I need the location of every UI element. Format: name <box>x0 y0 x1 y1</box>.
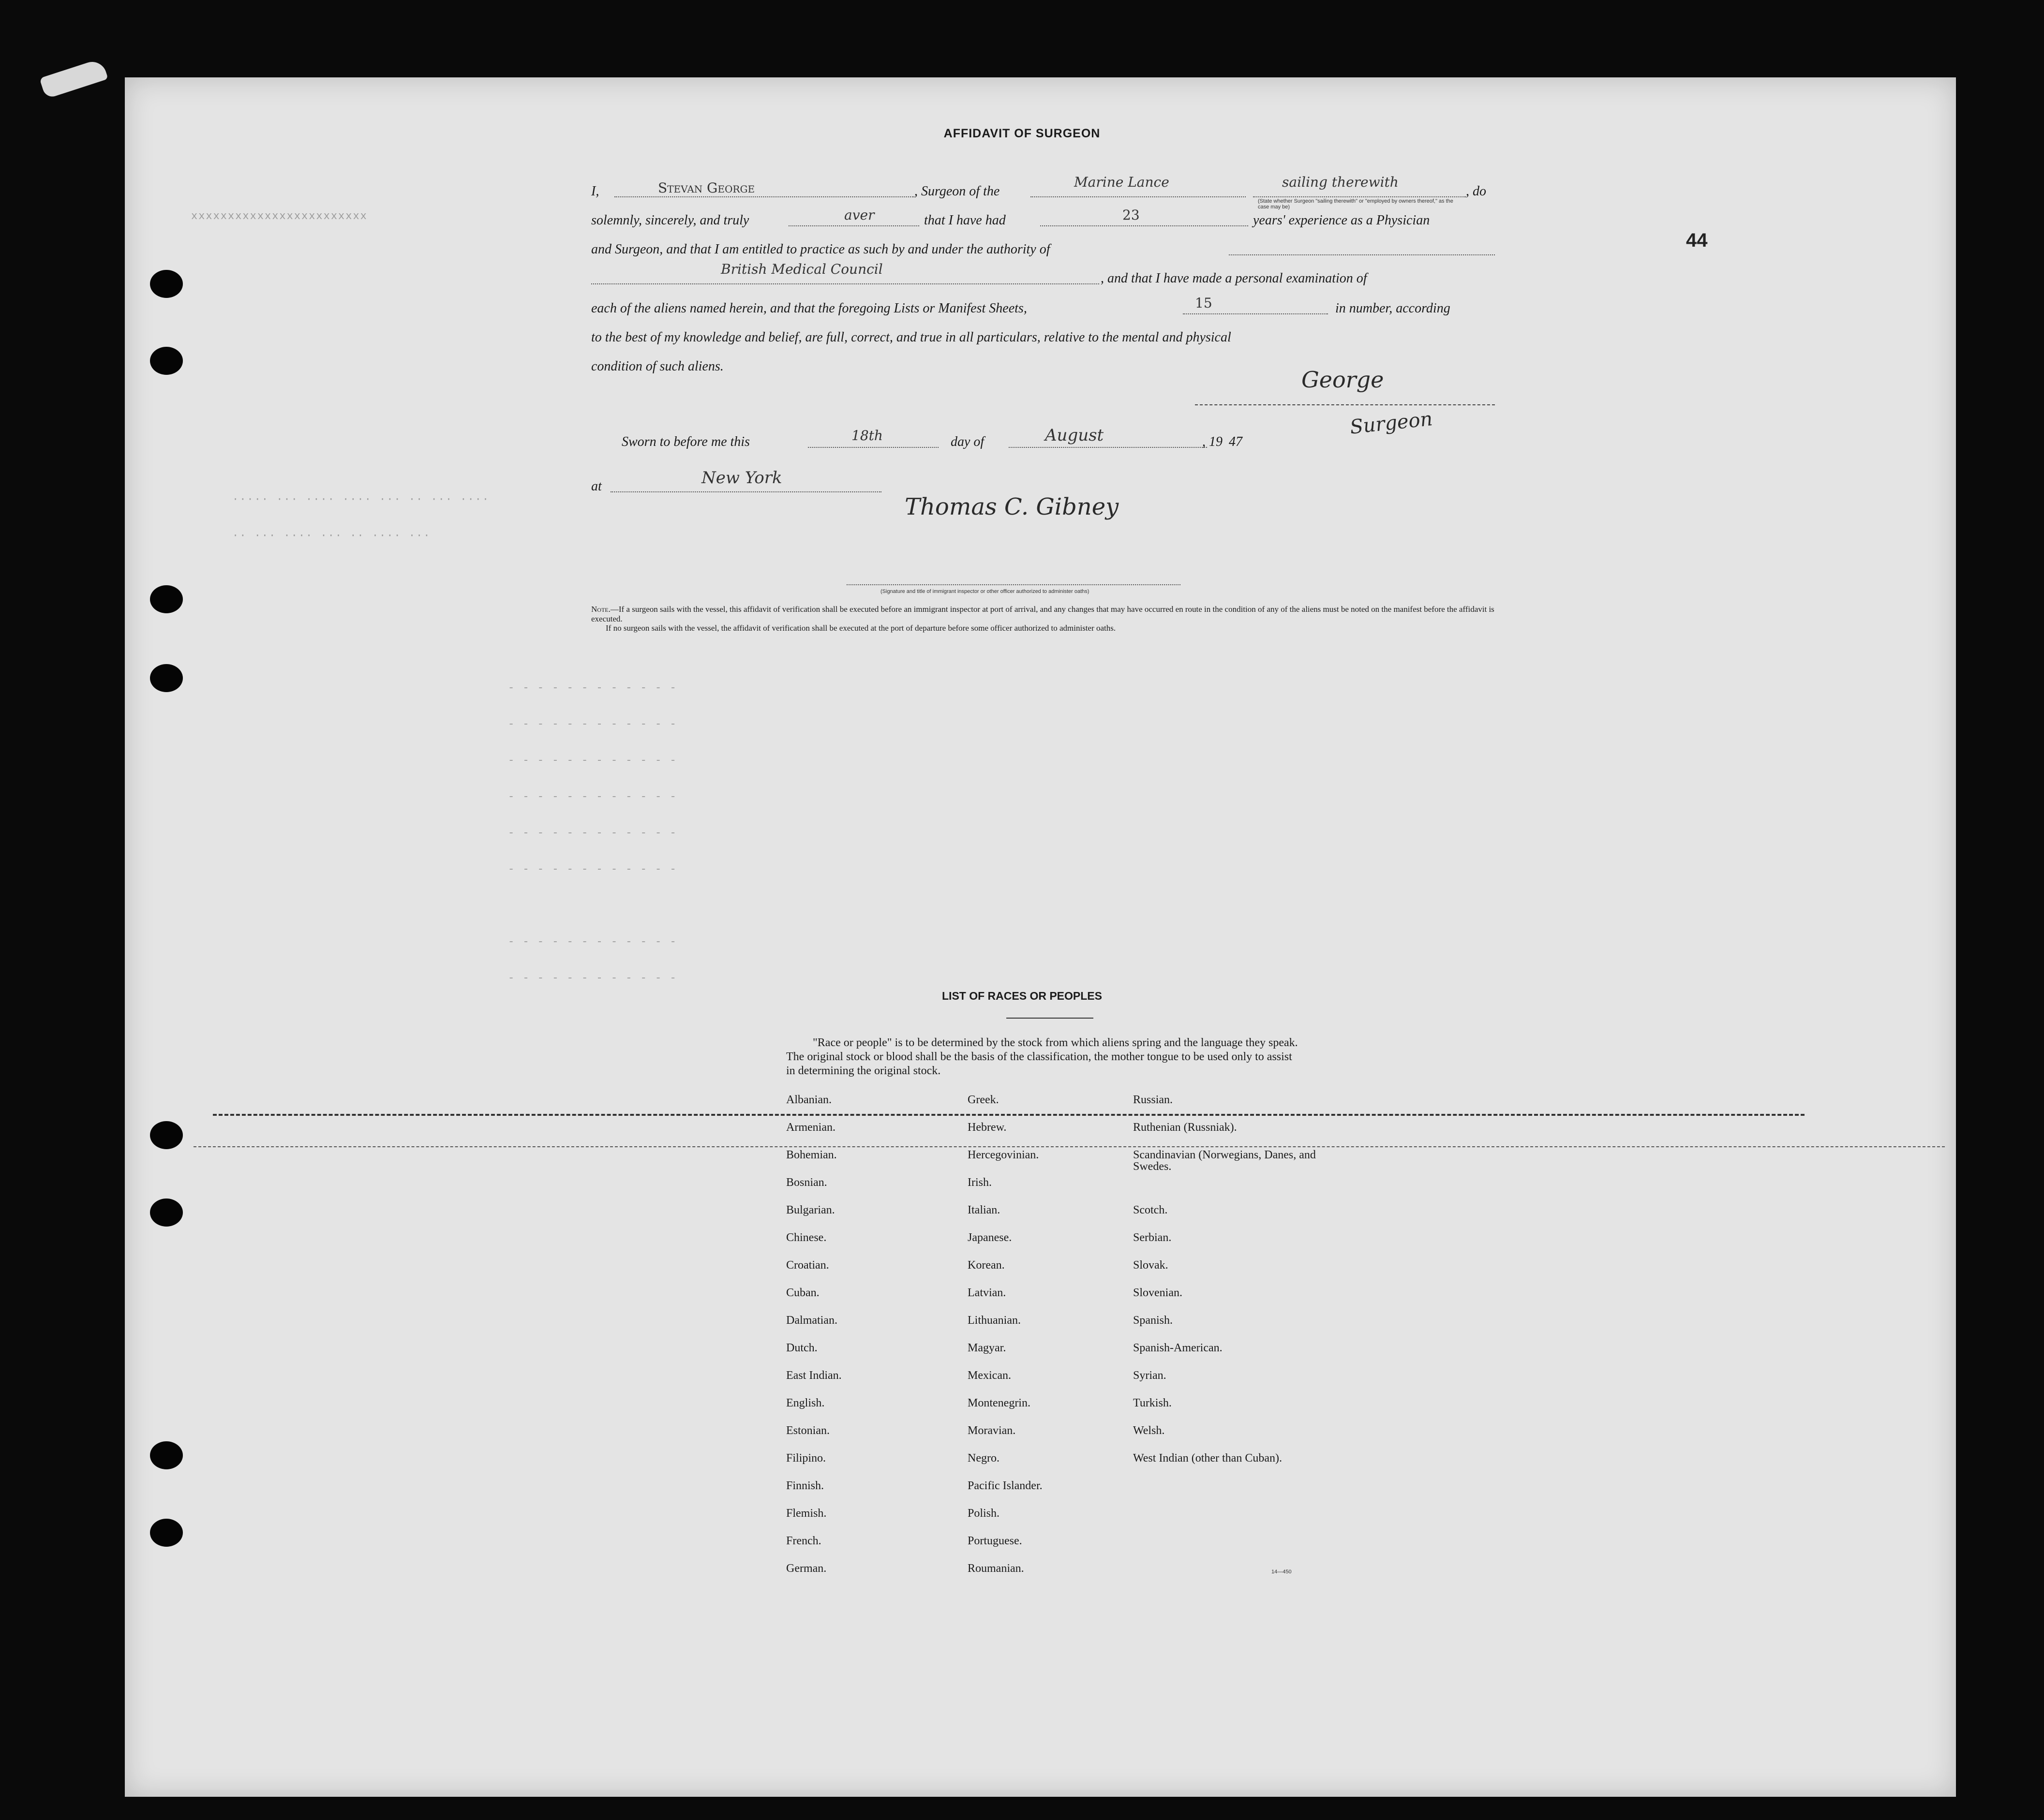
race-item: Filipino. <box>786 1452 826 1465</box>
note-label: Note. <box>591 605 611 614</box>
race-item: Montenegrin. <box>968 1397 1030 1409</box>
affidavit-line1-prefix: I, <box>591 184 599 199</box>
affidavit-line5-prefix: each of the aliens named herein, and that the foregoing Lists or Manifest Sheets, <box>591 301 1027 316</box>
race-item: Moravian. <box>968 1424 1016 1437</box>
affidavit-note <box>591 605 1496 633</box>
race-item: Croatian. <box>786 1259 829 1272</box>
sheet-count: 15 <box>1195 295 1212 311</box>
race-item: Dutch. <box>786 1342 818 1354</box>
bleed-through-text: - - - - - - - - - - - - <box>508 718 677 730</box>
bleed-through-text: xxxxxxxxxxxxxxxxxxxxxxxx <box>191 210 368 222</box>
race-item: Hercegovinian. <box>968 1149 1039 1161</box>
bleed-through-text: - - - - - - - - - - - - <box>508 682 677 694</box>
race-item: Polish. <box>968 1507 1000 1520</box>
surgeon-signature-first: George <box>1301 367 1384 393</box>
surgeon-name: Stevan George <box>658 180 755 196</box>
punch-hole <box>150 1121 183 1149</box>
punch-hole <box>150 1199 183 1227</box>
affidavit-line5-end: in number, according <box>1335 301 1450 316</box>
race-item: Chinese. <box>786 1231 827 1244</box>
years-field <box>1040 211 1248 226</box>
punch-hole <box>150 347 183 375</box>
note-text-2: If no surgeon sails with the vessel, the affidavit of verification shall be executed at the port of departure before some officer authorized to administer oaths. <box>606 623 1116 633</box>
race-item: Cuban. <box>786 1287 820 1299</box>
race-item: Spanish-American. <box>1133 1342 1223 1354</box>
affidavit-line7: condition of such aliens. <box>591 359 724 374</box>
race-item: English. <box>786 1397 825 1409</box>
races-column-1 <box>786 1094 842 1590</box>
race-item: Negro. <box>968 1452 1000 1465</box>
affidavit-line2-prefix: solemnly, sincerely, and truly <box>591 213 749 228</box>
sworn-prefix: Sworn to before me this <box>622 434 750 449</box>
affidavit-line2-end: years' experience as a Physician <box>1253 213 1430 228</box>
divider-line <box>194 1146 1945 1147</box>
race-item: Flemish. <box>786 1507 827 1520</box>
race-item: Scotch. <box>1133 1204 1168 1216</box>
race-item: Slovenian. <box>1133 1287 1182 1299</box>
authority-field-a <box>1229 240 1495 255</box>
bleed-through-text: - - - - - - - - - - - - <box>508 755 677 767</box>
race-item: Dalmatian. <box>786 1314 837 1327</box>
race-item: Syrian. <box>1133 1369 1166 1382</box>
place: New York <box>701 468 782 488</box>
affidavit-line3: and Surgeon, and that I am entitled to practice as such by and under the authority of <box>591 242 1050 257</box>
races-title: LIST OF RACES OR PEOPLES <box>942 990 1102 1002</box>
officer-signature: Thomas C. Gibney <box>905 493 1119 520</box>
races-title-rule <box>1006 1018 1093 1019</box>
note-text: —If a surgeon sails with the vessel, this affidavit of verification shall be executed before an immigrant inspector at port of arrival, and any changes that may have occurred en route in the condition of any of the aliens must be noted on the manifest before the affidavit is executed. <box>591 605 1494 623</box>
race-item: Japanese. <box>968 1231 1012 1244</box>
torn-paper-scrap <box>39 58 108 99</box>
affidavit-line6: to the best of my knowledge and belief, are full, correct, and true in all particulars, relative to the mental and physical <box>591 330 1231 345</box>
sworn-year: 47 <box>1229 434 1242 449</box>
officer-signature-line <box>847 570 1180 585</box>
race-item: German. <box>786 1562 827 1575</box>
race-item: Mexican. <box>968 1369 1011 1382</box>
bleed-through-text: ····· ··· ···· ···· ··· ·· ··· ···· <box>232 493 490 505</box>
race-item <box>1133 1149 1317 1204</box>
race-item: Bohemian. <box>786 1149 837 1161</box>
races-intro: "Race or people" is to be determined by the stock from which aliens spring and the language they speak. The original stock or blood shall be the basis of the classification, the mother tongue to be used only to assist in determining the original stock. <box>786 1036 1298 1077</box>
authority-name: British Medical Council <box>721 261 883 277</box>
ship-name: Marine Lance <box>1074 174 1169 190</box>
race-item: Turkish. <box>1133 1397 1172 1409</box>
surgeon-status: sailing therewith <box>1282 174 1399 190</box>
punch-hole <box>150 270 183 298</box>
affidavit-line1-end: , do <box>1466 184 1486 199</box>
affidavit-line2-mid: that I have had <box>924 213 1006 228</box>
affidavit-line1-mid: , Surgeon of the <box>914 184 1000 199</box>
race-item: West Indian (other than Cuban). <box>1133 1452 1282 1465</box>
affidavit-title: AFFIDAVIT OF SURGEON <box>943 127 1101 140</box>
race-item: Welsh. <box>1133 1424 1165 1437</box>
sworn-day: 18th <box>851 428 883 444</box>
race-item: Korean. <box>968 1259 1005 1272</box>
punch-hole <box>150 585 183 613</box>
race-item: Albanian. <box>786 1094 832 1106</box>
race-item: Portuguese. <box>968 1535 1022 1547</box>
race-item: Finnish. <box>786 1480 824 1492</box>
race-item: Spanish. <box>1133 1314 1173 1327</box>
races-column-3 <box>1133 1094 1317 1464</box>
sworn-month-field <box>1009 432 1207 448</box>
bleed-through-text: - - - - - - - - - - - - <box>508 791 677 803</box>
sworn-year-prefix: , 19 <box>1202 434 1223 449</box>
race-item: Bulgarian. <box>786 1204 835 1216</box>
race-item-text: Scandinavian (Norwegians, Danes, and Swedes. <box>1133 1149 1316 1173</box>
race-item: Greek. <box>968 1094 999 1106</box>
bleed-through-text: ·· ··· ···· ··· ·· ···· ··· <box>232 530 431 542</box>
punch-hole <box>150 1441 183 1469</box>
race-item: Lithuanian. <box>968 1314 1021 1327</box>
race-item: Roumanian. <box>968 1562 1024 1575</box>
punch-hole <box>150 1519 183 1547</box>
punch-hole <box>150 664 183 692</box>
bleed-through-text: - - - - - - - - - - - - <box>508 863 677 875</box>
race-item: Armenian. <box>786 1121 836 1134</box>
race-item: French. <box>786 1535 821 1547</box>
race-item: Serbian. <box>1133 1231 1172 1244</box>
bleed-through-text: - - - - - - - - - - - - <box>508 936 677 948</box>
years: 23 <box>1122 207 1140 223</box>
races-column-2 <box>968 1094 1043 1590</box>
race-item: Pacific Islander. <box>968 1480 1043 1492</box>
race-item: Bosnian. <box>786 1176 827 1189</box>
race-item: Ruthenian (Russniak). <box>1133 1121 1237 1134</box>
race-item: Magyar. <box>968 1342 1006 1354</box>
at-prefix: at <box>591 479 602 494</box>
affidavit-line4-end: , and that I have made a personal examination of <box>1101 271 1367 286</box>
status-note: (State whether Surgeon "sailing therewith" or "employed by owners thereof," as the case may be) <box>1258 198 1453 210</box>
sworn-mid: day of <box>951 434 985 449</box>
surgeon-signature-second: Surgeon <box>1349 408 1434 439</box>
race-item: Estonian. <box>786 1424 830 1437</box>
page-number: 44 <box>1686 230 1708 251</box>
race-item: Latvian. <box>968 1287 1006 1299</box>
race-item: Russian. <box>1133 1094 1173 1106</box>
bleed-through-text: - - - - - - - - - - - - <box>508 972 677 984</box>
race-item: Irish. <box>968 1176 992 1189</box>
sworn-month: August <box>1045 426 1104 445</box>
bleed-through-text: - - - - - - - - - - - - <box>508 827 677 839</box>
race-item: East Indian. <box>786 1369 842 1382</box>
signature-caption: (Signature and title of immigrant inspector or other officer authorized to administer oaths) <box>880 589 1089 594</box>
race-item: Italian. <box>968 1204 1000 1216</box>
race-item: Slovak. <box>1133 1259 1168 1272</box>
verb: aver <box>844 207 875 223</box>
form-number: 14—450 <box>1271 1569 1292 1575</box>
race-item: Hebrew. <box>968 1121 1007 1134</box>
